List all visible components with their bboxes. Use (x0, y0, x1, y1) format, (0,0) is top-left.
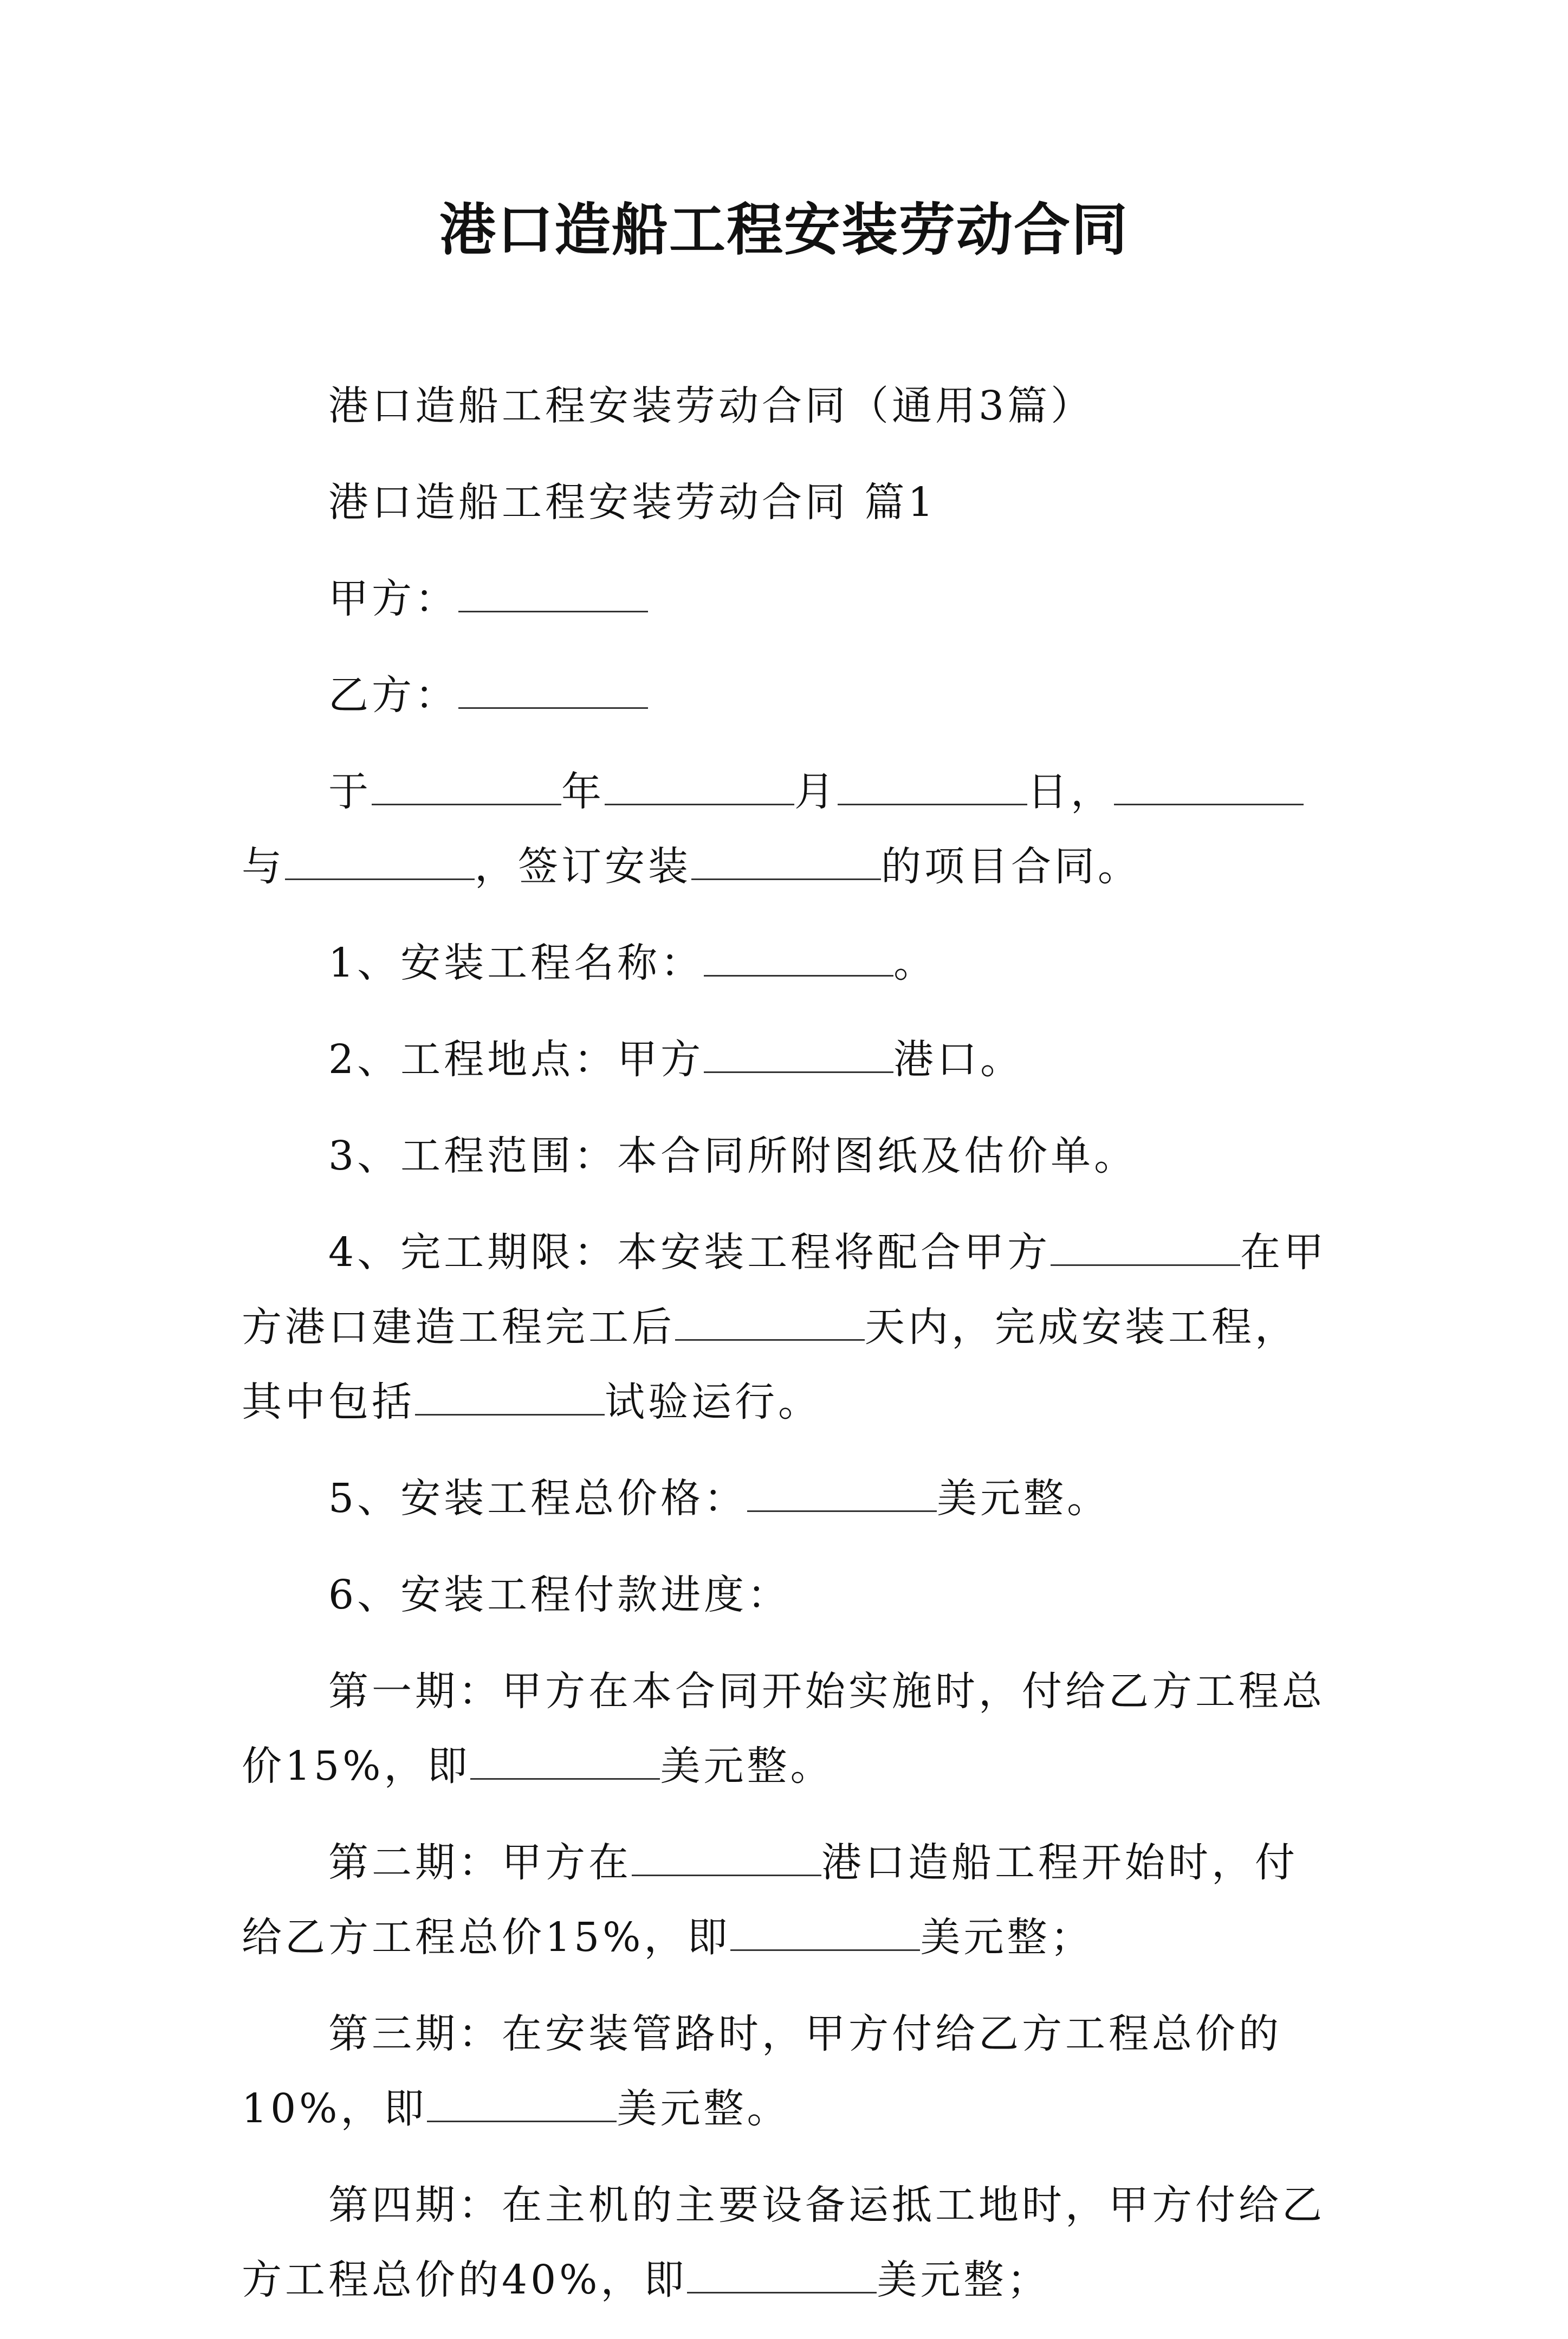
fill-in-blank (838, 765, 1027, 805)
paragraph-text: 天内，完成安装工程，其中包括 (242, 1304, 1298, 1425)
paragraph-text: 于 (328, 768, 372, 815)
paragraph-text: 1、安装工程名称： (328, 940, 704, 986)
paragraph (242, 658, 1331, 733)
paragraph-text: 美元整。 (617, 2085, 791, 2132)
paragraph-text: 甲方： (328, 576, 458, 622)
fill-in-blank (687, 2253, 877, 2293)
paragraph (242, 561, 1331, 636)
paragraph-text: 美元整。 (660, 1743, 834, 1789)
fill-in-blank (1114, 765, 1304, 805)
paragraph-text: 第四期：在主机的主要设备运抵工地时，甲方付给乙方工程总价的40%，即 (242, 2182, 1325, 2303)
paragraph-text: 试验运行。 (605, 1379, 821, 1425)
paragraph-text: 3、工程范围：本合同所附图纸及估价单。 (328, 1133, 1138, 1179)
fill-in-blank (632, 1836, 821, 1876)
paragraph (242, 2168, 1331, 2317)
fill-in-blank (427, 2082, 617, 2122)
paragraph (242, 1461, 1331, 1536)
paragraph-text: 年 (561, 768, 605, 815)
paragraph-text: 美元整； (920, 1914, 1094, 1961)
paragraph-text: 美元整； (877, 2257, 1051, 2303)
fill-in-blank (458, 572, 648, 612)
fill-in-blank (691, 840, 881, 880)
fill-in-blank (372, 765, 561, 805)
paragraph-text: 港口造船工程安装劳动合同（通用3篇） (328, 383, 1094, 429)
paragraph-text: 港口造船工程开始时，付给乙方工程总价15%，即 (242, 1839, 1298, 1961)
paragraph (242, 1022, 1331, 1097)
paragraph-text: 的项目合同。 (881, 843, 1141, 890)
paragraph-text: 在甲方港口建造工程完工后 (242, 1229, 1327, 1351)
paragraph (242, 926, 1331, 1000)
fill-in-blank (704, 1033, 893, 1073)
document-title: 港口造船工程安装劳动合同 (439, 196, 1129, 263)
paragraph-text: 港口。 (893, 1036, 1024, 1083)
paragraph-text: 与 (242, 843, 285, 890)
fill-in-blank (458, 669, 648, 709)
paragraph (242, 1215, 1331, 1439)
fill-in-blank (415, 1375, 605, 1416)
document-body (242, 369, 1331, 2339)
fill-in-blank (747, 1472, 937, 1512)
fill-in-blank (1051, 1226, 1240, 1266)
paragraph-text: 。 (893, 940, 937, 986)
paragraph-text: 美元整。 (937, 1475, 1111, 1522)
paragraph (242, 1825, 1331, 1975)
paragraph (242, 1119, 1331, 1193)
fill-in-blank (704, 936, 893, 977)
paragraph (242, 369, 1331, 443)
paragraph (242, 1996, 1331, 2146)
paragraph-text: 6、安装工程付款进度： (328, 1572, 791, 1618)
paragraph-text: ，签订安装 (475, 843, 691, 890)
paragraph-text: 港口造船工程安装劳动合同 篇1 (328, 479, 937, 526)
paragraph-text: 第二期：甲方在 (328, 1839, 632, 1886)
paragraph-text: 2、工程地点：甲方 (328, 1036, 704, 1083)
paragraph-text: 乙方： (328, 672, 458, 719)
fill-in-blank (675, 1301, 865, 1341)
fill-in-blank (285, 840, 475, 880)
fill-in-blank (605, 765, 794, 805)
paragraph (242, 465, 1331, 540)
fill-in-blank (730, 1911, 920, 1951)
paragraph-text: 第一期：甲方在本合同开始实施时，付给乙方工程总价15%，即 (242, 1668, 1325, 1789)
paragraph-text: 日， (1027, 768, 1114, 815)
paragraph (242, 1558, 1331, 1632)
paragraph-text: 月 (794, 768, 838, 815)
fill-in-blank (470, 1740, 660, 1780)
paragraph-text: 5、安装工程总价格： (328, 1475, 748, 1522)
paragraph-text: 第三期：在安装管路时，甲方付给乙方工程总价的10%，即 (242, 2011, 1282, 2132)
paragraph (242, 754, 1331, 904)
paragraph (242, 1654, 1331, 1804)
paragraph-text: 4、完工期限：本安装工程将配合甲方 (328, 1229, 1051, 1276)
